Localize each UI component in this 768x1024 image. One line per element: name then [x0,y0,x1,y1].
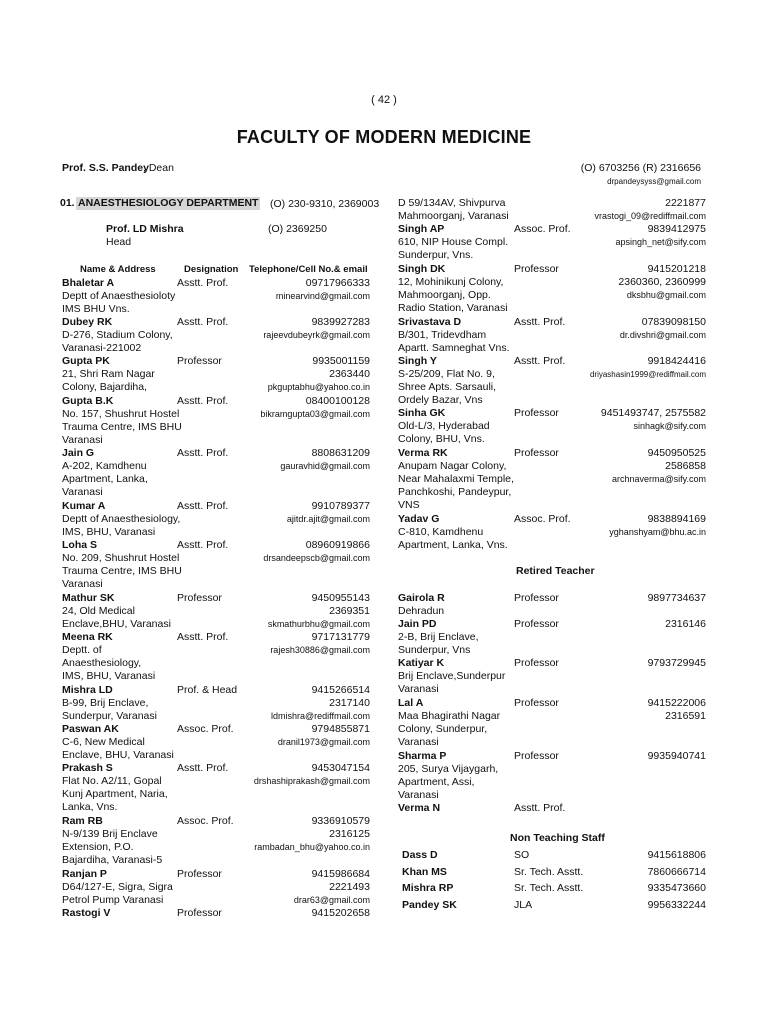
header-contact: Telephone/Cell No.& email [249,264,368,275]
entry-address-line: Colony, BHU, Vns. [398,433,485,445]
entry-designation: Asstt. Prof. [177,277,229,289]
entry-name: Gupta B.K [62,395,114,407]
entry-address-line: Deptt of Anaesthesioloty [62,290,176,302]
dept-head-phone: (O) 2369250 [268,223,327,235]
entry-name: Loha S [62,539,98,551]
entry-address-line: Anupam Nagar Colony, [398,460,507,472]
entry-name: Ram RB [62,815,103,827]
entry-address-line: Deptt of Anaesthesiology, [62,513,181,525]
header-designation: Designation [184,264,239,275]
entry-address-line: IMS BHU Vns. [62,303,130,315]
entry-name: Mathur SK [62,592,115,604]
dean-phone: (O) 6703256 (R) 2316656 [580,162,701,174]
entry-designation: Professor [177,907,222,919]
entry-address-line: VNS [398,499,420,511]
dean-role: , Dean [143,162,174,174]
staff-phone: 7860666714 [647,866,706,878]
entry-name: Yadav G [398,513,440,525]
entry-address-line: Varanasi [398,736,439,748]
entry-phone: 9450955143 [311,592,370,604]
entry-designation: Professor [514,697,559,709]
entry-address-line: 205, Surya Vijaygarh, [398,763,499,775]
entry-name: Jain PD [398,618,437,630]
entry-phone: 9839412975 [647,223,706,235]
entry-designation: Professor [514,657,559,669]
entry-name: Singh Y [398,355,437,367]
entry-email: ldmishra@rediffmail.com [271,711,370,721]
entry-address-line: C-810, Kamdhenu [398,526,484,538]
entry-address-line: A-202, Kamdhenu [62,460,147,472]
entry-designation: Asstt. Prof. [177,395,229,407]
entry-address-line: Varanasi [62,486,103,498]
entry-name: Meena RK [62,631,113,643]
entry-name: Lal A [398,697,424,709]
entry-email: rajesh30886@gmail.com [270,645,370,655]
entry-address-line: Maa Bhagirathi Nagar [398,710,501,722]
entry-name: Rastogi V [62,907,111,919]
entry-email: apsingh_net@sify.com [615,237,706,247]
entry-address-line: Trauma Centre, IMS BHU [62,565,182,577]
entry-name: Verma N [398,802,441,814]
entry-address-line: B-99, Brij Enclave, [62,697,149,709]
entry-email: archnaverma@sify.com [612,474,706,484]
entry-designation: Asstt. Prof. [514,355,566,367]
entry-phone: 2360360, 2360999 [618,276,706,288]
staff-name: Dass D [402,849,438,861]
non-teaching-heading: Non Teaching Staff [510,832,605,844]
dean-email: drpandeysyss@gmail.com [607,177,701,186]
entry-phone: 2221877 [665,197,706,209]
entry-phone: 2363440 [329,368,370,380]
staff-designation: Sr. Tech. Asstt. [514,882,584,894]
entry-phone: 9794855871 [311,723,370,735]
entry-designation: Asstt. Prof. [514,316,566,328]
entry-address-line: IMS, BHU, Varanasi [62,670,156,682]
entry-email: rajeevdubeyrk@gmail.com [263,330,370,340]
entry-address-line: Varanasi [398,683,439,695]
entry-phone: 9897734637 [647,592,706,604]
entry-address-line: D-276, Stadium Colony, [62,329,173,341]
entry-name: Sinha GK [398,407,446,419]
entry-address-line: Enclave, BHU, Varanasi [62,749,174,761]
entry-designation: Asstt. Prof. [177,631,229,643]
staff-name: Pandey SK [402,899,457,911]
entry-name: Ranjan P [62,868,107,880]
entry-email: yghanshyam@bhu.ac.in [609,527,706,537]
staff-name: Mishra RP [402,882,454,894]
entry-address-line: Brij Enclave,Sunderpur [398,670,506,682]
entry-name: Singh DK [398,263,446,275]
page-number: ( 42 ) [371,94,397,106]
entry-phone: 9839927283 [311,316,370,328]
staff-designation: SO [514,849,530,861]
entry-address-line: Petrol Pump Varanasi [62,894,164,906]
entry-designation: Professor [177,355,222,367]
entry-phone: 9415222006 [647,697,706,709]
entry-address-line: Apartment, Lanka, [62,473,148,485]
entry-address-line: IMS, BHU, Varanasi [62,526,156,538]
entry-address-line: Enclave,BHU, Varanasi [62,618,171,630]
entry-designation: Professor [514,592,559,604]
entry-phone: 9451493747, 2575582 [600,407,706,419]
entry-phone: 2369351 [329,605,370,617]
staff-name: Khan MS [402,866,447,878]
staff-phone: 9415618806 [647,849,706,861]
entry-phone: 09717966333 [305,277,370,289]
entry-phone: 08400100128 [305,395,370,407]
entry-email: dranil1973@gmail.com [277,737,370,747]
entry-address-line: Old-L/3, Hyderabad [398,420,490,432]
entry-address-line: Panchkoshi, Pandeypur, [398,486,512,498]
entry-address-line: D 59/134AV, Shivpurva [398,197,506,209]
entry-phone: 9415202658 [311,907,370,919]
entry-phone: 2317140 [329,697,370,709]
entry-name: Verma RK [398,447,448,459]
entry-designation: Professor [177,868,222,880]
entry-address-line: 2-B, Brij Enclave, [398,631,479,643]
dept-name: ANAESTHESIOLOGY DEPARTMENT [78,197,259,209]
entry-designation: Professor [514,263,559,275]
entry-phone: 9935940741 [647,750,706,762]
entry-phone: 9415201218 [647,263,706,275]
entry-phone: 2586858 [665,460,706,472]
entry-address-line: Ordely Bazar, Vns [398,394,483,406]
entry-email: vrastogi_09@rediffmail.com [594,211,706,221]
entry-name: Gupta PK [62,355,110,367]
entry-phone: 9838894169 [647,513,706,525]
dept-number: 01. [60,197,75,209]
staff-phone: 9335473660 [647,882,706,894]
entry-phone: 9918424416 [647,355,706,367]
entry-phone: 9717131779 [311,631,370,643]
entry-address-line: Dehradun [398,605,445,617]
entry-address-line: N-9/139 Brij Enclave [62,828,158,840]
entry-address-line: Radio Station, Varanasi [398,302,508,314]
entry-name: Sharma P [398,750,447,762]
entry-name: Jain G [62,447,95,459]
entry-designation: Professor [514,407,559,419]
entry-address-line: Kunj Apartment, Naria, [62,788,168,800]
entry-address-line: 21, Shri Ram Nagar [62,368,155,380]
entry-phone: 9336910579 [311,815,370,827]
entry-email: drshashiprakash@gmail.com [253,776,370,786]
entry-name: Gairola R [398,592,445,604]
entry-email: bikramgupta03@gmail.com [260,409,370,419]
staff-phone: 9956332244 [647,899,706,911]
entry-phone: 9415986684 [311,868,370,880]
entry-address-line: 24, Old Medical [62,605,135,617]
entry-address-line: D64/127-E, Sigra, Sigra [62,881,173,893]
entry-email: sinhagk@sify.com [633,421,706,431]
entry-address-line: Extension, P.O. [62,841,134,853]
entry-phone: 9450950525 [647,447,706,459]
entry-address-line: Colony, Bajardiha, [62,381,148,393]
entry-name: Paswan AK [62,723,119,735]
entry-address-line: Bajardiha, Varanasi-5 [62,854,163,866]
entry-designation: Asstt. Prof. [177,762,229,774]
entry-email: dr.divshri@gmail.com [619,330,706,340]
entry-address-line: Varanasi [62,434,103,446]
entry-address-line: C-6, New Medical [62,736,145,748]
entry-name: Dubey RK [62,316,113,328]
entry-email: drar63@gmail.com [293,895,370,905]
entry-address-line: Anaesthesiology, [62,657,142,669]
entry-address-line: Lanka, Vns. [62,801,118,813]
staff-designation: JLA [514,899,533,911]
entry-address-line: No. 209, Shushrut Hostel [62,552,180,564]
entry-designation: Assoc. Prof. [514,223,571,235]
dept-phone: (O) 230-9310, 2369003 [270,198,380,210]
entry-address-line: Near Mahalaxmi Temple, [398,473,514,485]
entry-name: Katiyar K [398,657,445,669]
entry-address-line: S-25/209, Flat No. 9, [398,368,495,380]
entry-email: skmathurbhu@gmail.com [267,619,370,629]
entry-address-line: Mahmoorganj, Opp. [398,289,491,301]
entry-email: dksbhu@gmail.com [626,290,706,300]
header-name-address: Name & Address [80,264,156,275]
entry-address-line: No. 157, Shushrut Hostel [62,408,180,420]
entry-address-line: Shree Apts. Sarsauli, [398,381,497,393]
entry-phone: 9453047154 [311,762,370,774]
entry-designation: Professor [177,592,222,604]
entry-name: Mishra LD [62,684,113,696]
entry-designation: Prof. & Head [177,684,238,696]
entry-phone: 9793729945 [647,657,706,669]
entry-phone: 07839098150 [641,316,706,328]
entry-address-line: Apartment, Lanka, Vns. [398,539,508,551]
entry-email: ajitdr.ajit@gmail.com [286,514,370,524]
entry-address-line: 610, NIP House Compl. [398,236,509,248]
entry-address-line: Varanasi [62,578,103,590]
entry-email: drsandeepscb@gmail.com [263,553,370,563]
dept-head-label: Head [106,236,132,248]
entry-name: Srivastava D [398,316,462,328]
entry-email: pkguptabhu@yahoo.co.in [267,382,370,392]
entry-email: minearvind@gmail.com [275,291,370,301]
entry-address-line: Sunderpur, Vns. [398,249,474,261]
entry-email: rambadan_bhu@yahoo.co.in [254,842,370,852]
entry-designation: Asstt. Prof. [177,500,229,512]
entry-email: driyashasin1999@rediffmail.com [589,370,706,379]
entry-name: Prakash S [62,762,113,774]
entry-designation: Professor [514,447,559,459]
entry-designation: Asstt. Prof. [177,316,229,328]
entry-address-line: Varanasi [398,789,439,801]
entry-phone: 9415266514 [311,684,370,696]
entry-address-line: Sunderpur, Varanasi [62,710,157,722]
entry-phone: 2316146 [665,618,706,630]
entry-address-line: Colony, Sunderpur, [398,723,488,735]
entry-address-line: Apartt. Samneghat Vns. [398,342,510,354]
entry-phone: 9935001159 [312,355,370,367]
entry-address-line: Apartment, Assi, [398,776,475,788]
entry-phone: 2316591 [665,710,706,722]
entry-designation: Asstt. Prof. [177,539,229,551]
entry-phone: 08960919866 [305,539,370,551]
entry-phone: 9910789377 [311,500,370,512]
entry-designation: Asstt. Prof. [177,447,229,459]
page-title: FACULTY OF MODERN MEDICINE [236,127,532,147]
dean-name: Prof. S.S. Pandey [62,162,149,174]
entry-name: Kumar A [62,500,106,512]
entry-address-line: Varanasi-221002 [62,342,142,354]
entry-designation: Professor [514,618,559,630]
entry-phone: 8808631209 [311,447,370,459]
retired-heading: Retired Teacher [516,565,595,577]
entry-address-line: B/301, Tridevdham [398,329,487,341]
entry-designation: Professor [514,750,559,762]
entry-designation: Assoc. Prof. [177,815,234,827]
entry-email: gauravhid@gmail.com [280,461,370,471]
entry-address-line: Deptt. of [62,644,102,656]
entry-designation: Asstt. Prof. [514,802,566,814]
entry-address-line: Sunderpur, Vns [398,644,471,656]
entry-phone: 2221493 [329,881,370,893]
entry-address-line: Flat No. A2/11, Gopal [62,775,162,787]
entry-name: Bhaletar A [62,277,115,289]
entry-address-line: Mahmoorganj, Varanasi [398,210,509,222]
entry-designation: Assoc. Prof. [514,513,571,525]
entry-designation: Assoc. Prof. [177,723,234,735]
entry-address-line: 12, Mohinikunj Colony, [398,276,504,288]
entry-address-line: Trauma Centre, IMS BHU [62,421,182,433]
entry-name: Singh AP [398,223,445,235]
staff-designation: Sr. Tech. Asstt. [514,866,584,878]
dept-head-name: Prof. LD Mishra [106,223,184,235]
entry-phone: 2316125 [329,828,370,840]
